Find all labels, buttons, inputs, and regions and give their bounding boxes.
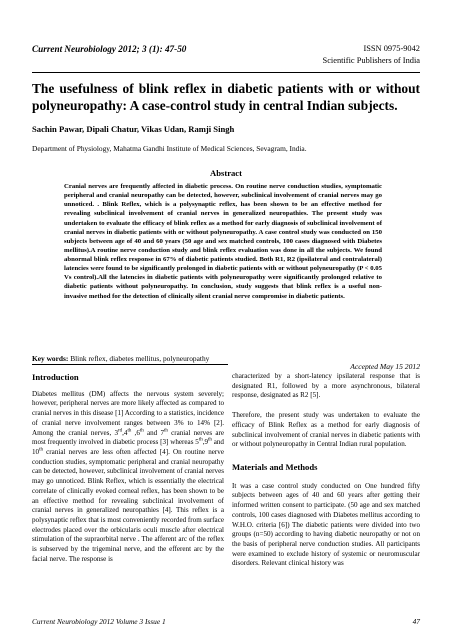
header-rule — [32, 72, 420, 73]
keywords — [32, 354, 209, 363]
left-column — [32, 372, 224, 571]
superscript: th — [127, 428, 132, 434]
paragraph: Therefore, the present study was undertaken to evaluate the efficacy of Blink Reflex as a method for early diagnosis of subclinical involvement of cranial nerves in diabetic patients with or without polyneuropathy in Central Indian rural population. — [232, 411, 420, 449]
article-title: The usefulness of blink reflex in diabetic patients with or without polyneuropathy: A case-control study in central Indian subjects. — [32, 81, 420, 114]
footer-citation: Current Neurobiology 2012 Volume 3 Issue 1 — [32, 617, 166, 626]
paragraph: It was a case control study conducted on One hundred fifty subjects between ages of 40 and 60 years after getting their informed written consent to participate. (50 age and sex matched controls, 100 cases diagnosed with Diabetes mellitus according to W.H.O. criteria [6]) The diabetic patients were divided into two groups (n=50) according to having diabetic neuropathy or not on the basis of peripheral nerve conduction studies. All participants were examined to exclude history of systemic or neuromuscular disorders. Relevant clinical history was — [232, 481, 420, 568]
superscript: th — [208, 437, 212, 443]
introduction-heading: Introduction — [32, 372, 79, 382]
abstract-text: Cranial nerves are frequently affected in diabetic process. On routine nerve conduction studies, symptomatic peripheral and cranial neuropathy can be detected, however, subclinical involvement of cranial nerves may go unnoticed. . Blink Reflex, which is a polysynaptic reflex, has been shown to be an effective method for revealing subclinical involvement of cranial nerves in generalized neuropathies. The present study was undertaken to evaluate the efficacy of blink reflex as a method for early diagnosis of subclinical involvement of cranial nerves in diabetic patients with or without polyneuropathy. A case control study was conducted on 150 subjects between age of 40 and 60 years (50 age and sex matched controls, 100 cases diagnosed with Diabetes mellitus).A routine nerve conduction study and blink reflex evaluation was done in all the subjects. We found abnormal blink reflex response in 67% of diabetic patients studied. Both R1, R2 (ipsilateral and contralateral) latencies were found to be significantly prolonged in diabetic patients with or without polyneuropathy (P < 0.05 Vs control).All the latencies in diabetic patients with polyneuropathy were significantly prolonged relative to diabetic patients without polyneuropathy. In conclusion, study suggests that blink reflex is a useful non-invasive method for the detection of clinically silent cranial nerve compromise in diabetic patients. — [64, 183, 382, 300]
issn: ISSN 0975-9042 — [363, 44, 420, 53]
text-run: and 7 — [143, 428, 164, 437]
page-number: 47 — [412, 617, 420, 626]
right-column — [232, 372, 420, 576]
keywords-label: Key words: — [32, 354, 69, 363]
affiliation: Department of Physiology, Mahatma Gandhi Institute of Medical Sciences, Sevagram, India. — [32, 144, 307, 153]
methods-heading: Materials and Methods — [232, 461, 318, 472]
superscript: rd — [118, 428, 123, 434]
journal-citation: Current Neurobiology 2012; 3 (1): 47-50 — [32, 44, 187, 54]
superscript: th — [39, 447, 43, 453]
text-run: ,9 — [202, 438, 209, 447]
text-run: cranial nerves are most frequently involved in diabetic process [3] whereas 5 — [32, 428, 225, 447]
superscript: th — [198, 437, 203, 443]
text-run: ,6 — [131, 428, 140, 437]
paragraph: characterized by a short-latency ipsilateral response that is designated R1, followed by a more asynchronous, bilateral response, designated as R2 [5]. — [232, 372, 420, 400]
introduction-paragraph — [32, 390, 224, 565]
text-run: cranial nerves are less often affected [4]. On routine nerve conduction studies, symptomatic peripheral and cranial neuropathy can be detected, however, subclinical involvement of cranial nerves may go unnoticed. Blink Reflex, which is essentially the electrical correlate of clinically evoked corneal reflex, has been shown to be an effective method for revealing subclinical involvement of cranial nerves in generalized neuropathies [4]. This reflex is a polysynaptic reflex that is most conveniently recorded from surface electrodes placed over the orbicularis oculi muscle after electrical stimulation of the supraorbital nerve . The afferent arc of the reflex is subserved by the trigeminal nerve, and the efferent arc by the facial nerve. The response is — [32, 447, 224, 563]
keywords-rule — [32, 364, 228, 365]
abstract-heading: Abstract — [210, 168, 242, 178]
superscript: th — [164, 428, 168, 434]
superscript: th — [139, 428, 144, 434]
text-run: and 10 — [32, 438, 224, 456]
keywords-text: Blink reflex, diabetes mellitus, polyneuropathy — [68, 354, 210, 363]
text-run: Diabetes mellitus (DM) affects the nervous system severely; however, peripheral nerves are more likely affected as compared to cranial nerves in this disease [1] According to a statistics, incidence of cranial nerve involvement ranges between 3% to 14% [2]. Among the cranial nerves, 3 — [32, 389, 224, 437]
accepted-date: Accepted May 15 2012 — [350, 362, 420, 371]
text-run: ,4 — [122, 428, 128, 437]
publisher: Scientific Publishers of India — [322, 56, 420, 65]
author-list: Sachin Pawar, Dipali Chatur, Vikas Udan, Ramji Singh — [32, 124, 235, 134]
